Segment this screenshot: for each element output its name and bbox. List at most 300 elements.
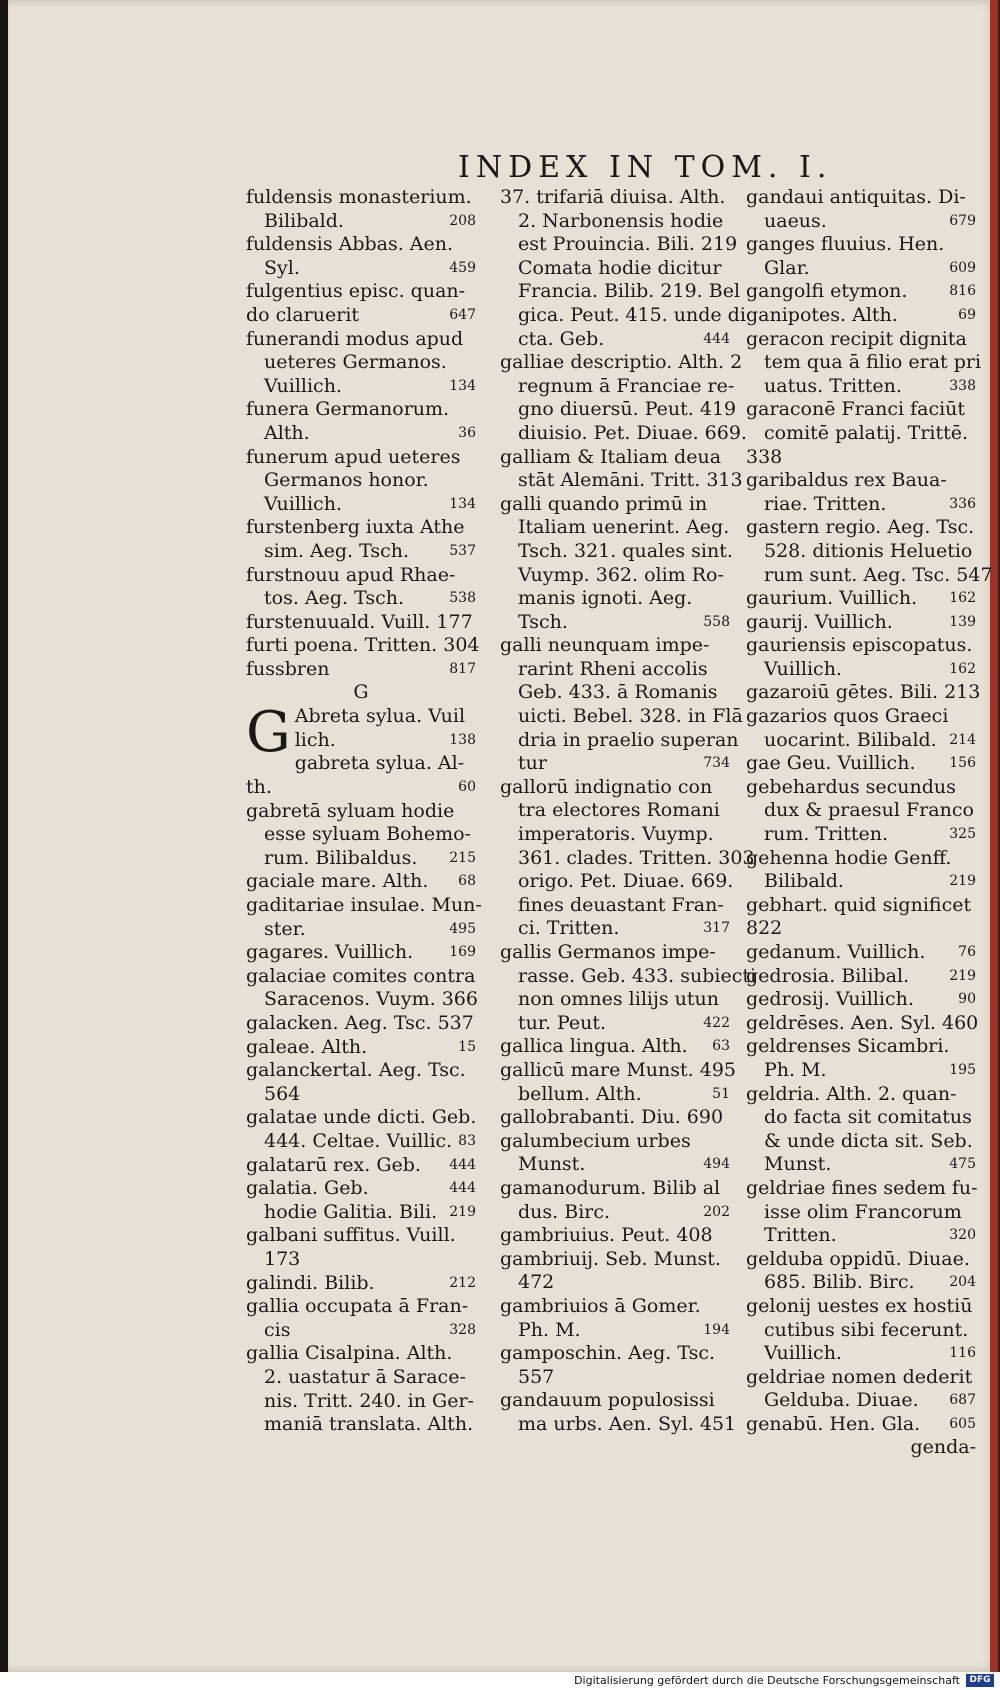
- index-entry-line: [295, 752, 476, 776]
- entry-text: galli quando primū in: [500, 492, 708, 515]
- index-entry-line: [246, 1059, 476, 1083]
- index-entry-line: [500, 280, 741, 304]
- entry-text: Saracenos. Vuym. 366: [264, 988, 478, 1011]
- entry-text: gallobrabanti. Diu. 690: [500, 1106, 724, 1129]
- index-entry-line: [246, 1012, 476, 1036]
- index-column-1: [246, 186, 482, 1437]
- entry-text: gallorū indignatio con: [500, 775, 713, 798]
- entry-text: Vuillich.: [264, 492, 342, 515]
- index-entry-line: [746, 1413, 976, 1437]
- index-entry-line: [746, 1201, 976, 1225]
- index-entry-line: [746, 186, 976, 210]
- entry-text: galliam & Italiam deua: [500, 445, 722, 468]
- index-entry-line: [500, 988, 730, 1012]
- index-entry-line: [746, 1106, 976, 1130]
- entry-text: 37. trifariā diuisa. Alth.: [500, 186, 726, 208]
- entry-text: gaditariae insulae. Mun-: [246, 894, 482, 917]
- entry-text: esse syluam Bohemo-: [264, 823, 471, 846]
- entry-text: 361. clades. Tritten. 303: [518, 846, 755, 869]
- entry-text: Vuymp. 362. olim Ro-: [518, 563, 724, 586]
- page-reference: 76: [958, 944, 976, 960]
- index-entry-line: [246, 1272, 476, 1296]
- entry-text: fuldensis Abbas. Aen.: [246, 233, 454, 256]
- page-reference: 194: [703, 1321, 730, 1338]
- index-entry-line: [500, 823, 730, 847]
- entry-text: tur: [518, 752, 547, 775]
- entry-text: dux & praesul Franco: [764, 799, 974, 822]
- entry-text: gaurij. Vuillich.: [746, 610, 893, 633]
- page-reference: 215: [449, 849, 476, 866]
- page-reference: 679: [949, 212, 976, 229]
- index-entry-line: [246, 1036, 476, 1060]
- entry-text: 822: [746, 917, 783, 940]
- entry-text: origo. Pet. Diuae. 669.: [518, 870, 734, 893]
- page-reference: 156: [949, 755, 976, 772]
- page-reference: 609: [949, 259, 976, 276]
- entry-text: cis: [264, 1318, 291, 1341]
- index-entry-line: [246, 847, 476, 871]
- index-entry-line: [500, 539, 733, 564]
- entry-text: imperatoris. Vuymp.: [518, 823, 714, 846]
- index-entry-line: [246, 611, 476, 635]
- entry-text: gebhart. quid significet: [746, 893, 972, 916]
- entry-text: galatae unde dicti. Geb.: [246, 1106, 477, 1129]
- page-reference: 444: [449, 1180, 476, 1197]
- index-entry-line: [746, 1083, 976, 1107]
- index-entry-line: [746, 493, 976, 517]
- entry-text: gedrosij. Vuillich.: [746, 988, 914, 1011]
- book-page: [8, 0, 998, 1672]
- index-entry-line: [746, 563, 993, 588]
- index-entry-line: [246, 1083, 476, 1107]
- index-entry-line: [246, 328, 476, 352]
- index-entry-line: [500, 257, 730, 281]
- page-reference: 538: [449, 590, 476, 607]
- entry-text: garaconē Franci faciūt: [746, 398, 966, 421]
- index-entry-line: [746, 280, 976, 304]
- entry-text: lich.: [294, 728, 336, 751]
- entry-text: tur. Peut.: [518, 1011, 607, 1034]
- entry-text: geldrenses Sicambri.: [746, 1035, 950, 1058]
- dfg-logo: DFG: [966, 1674, 994, 1687]
- index-entry-line: [246, 210, 476, 234]
- page-reference: 647: [449, 306, 476, 323]
- entry-text: Gelduba. Diuae.: [764, 1389, 919, 1412]
- entry-text: stāt Alemāni. Tritt. 313: [518, 469, 743, 492]
- entry-text: fuldensis monasterium.: [246, 186, 472, 208]
- index-entry-line: [746, 776, 976, 800]
- entry-text: gelduba oppidū. Diuae.: [746, 1247, 970, 1270]
- entry-text: Vuillich.: [764, 1342, 842, 1365]
- index-entry-line: [500, 1271, 730, 1295]
- index-entry-line: [246, 351, 476, 375]
- index-entry-line: [246, 186, 476, 210]
- entry-text: Vuillich.: [764, 657, 842, 680]
- index-entry-line: [246, 304, 476, 328]
- entry-text: galacken. Aeg. Tsc. 537: [246, 1012, 474, 1034]
- entry-text: Tsch.: [518, 610, 568, 633]
- index-entry-line: [746, 1011, 979, 1036]
- entry-text: est Prouincia. Bili. 219: [518, 233, 738, 256]
- page-reference: 422: [703, 1014, 730, 1031]
- entry-text: 557: [518, 1365, 555, 1388]
- index-entry-line: [746, 1035, 976, 1059]
- entry-text: 472: [518, 1271, 555, 1294]
- index-entry-line: [500, 516, 730, 540]
- page-reference: 537: [449, 542, 476, 559]
- index-entry-line: [500, 210, 730, 234]
- index-entry-line: [500, 776, 730, 800]
- index-entry-line: [246, 516, 476, 540]
- catchword-text: genda-: [910, 1436, 976, 1459]
- page-reference: 134: [449, 495, 476, 512]
- index-entry-line: [246, 1224, 476, 1248]
- entry-text: Ph. M.: [764, 1058, 827, 1081]
- index-entry-line: [246, 469, 476, 493]
- index-entry-line: [746, 1177, 976, 1201]
- index-entry-line: [246, 1201, 476, 1225]
- entry-text: fussbren: [246, 657, 330, 680]
- entry-text: 685. Bilib. Birc.: [764, 1271, 915, 1294]
- page-reference: 336: [949, 495, 976, 512]
- index-entry-line: [746, 1153, 976, 1177]
- index-entry-line: [500, 351, 743, 375]
- entry-text: cutibus sibi fecerunt.: [764, 1318, 969, 1341]
- entry-text: funera Germanorum.: [246, 398, 450, 421]
- index-entry-line: [746, 1248, 976, 1272]
- index-entry-line: [246, 422, 476, 446]
- entry-text: gallia Cisalpina. Alth.: [246, 1342, 453, 1365]
- index-entry-line: [746, 917, 976, 941]
- entry-text: manis ignoti. Aeg.: [518, 587, 693, 610]
- entry-text: 444. Celtae. Vuillic.: [264, 1129, 453, 1152]
- entry-text: G: [353, 681, 369, 704]
- index-entry-line: [246, 280, 476, 304]
- index-entry-line: [500, 186, 730, 210]
- entry-text: uaeus.: [764, 209, 827, 232]
- entry-text: gauriensis episcopatus.: [746, 634, 973, 657]
- entry-text: rum. Tritten.: [764, 823, 889, 846]
- entry-text: th.: [246, 776, 272, 799]
- entry-text: maniā translata. Alth.: [264, 1413, 474, 1436]
- index-entry-line: [746, 729, 976, 753]
- index-entry-line: [746, 1059, 976, 1083]
- page-reference: 219: [449, 1203, 476, 1220]
- index-entry-line: [500, 398, 737, 422]
- entry-text: furstnouu apud Rhae-: [246, 563, 456, 586]
- index-entry-line: [746, 847, 976, 871]
- page-reference: 328: [449, 1321, 476, 1338]
- index-entry-line: [500, 846, 755, 871]
- entry-text: gehenna hodie Genff.: [746, 846, 952, 869]
- page-reference: 325: [949, 826, 976, 843]
- index-entry-line: [746, 705, 976, 729]
- index-entry-line: [295, 705, 476, 729]
- index-entry-line: [746, 1295, 976, 1319]
- entry-text: & unde dicta sit. Seb.: [764, 1129, 973, 1152]
- entry-text: gabretā syluam hodie: [246, 799, 455, 822]
- entry-text: fulgentius episc. quan-: [246, 280, 466, 303]
- index-entry-line: [746, 634, 976, 658]
- entry-text: diuisio. Pet. Diuae. 669.: [518, 421, 747, 444]
- page-reference: 162: [949, 590, 976, 607]
- entry-text: geracon recipit dignita: [746, 327, 967, 350]
- entry-text: Germanos honor.: [264, 469, 429, 492]
- digitization-footer: [0, 1672, 1000, 1690]
- index-entry-line: [500, 1177, 730, 1201]
- page-reference: 90: [958, 991, 976, 1008]
- index-entry-line: [246, 493, 476, 517]
- index-entry-line: [246, 540, 476, 564]
- index-entry-line: [746, 658, 976, 682]
- page-reference: 83: [458, 1132, 476, 1149]
- index-entry-line: [746, 1366, 976, 1390]
- section-g-initial-block: [246, 700, 476, 776]
- page-reference: 214: [949, 731, 976, 748]
- entry-text: cta. Geb.: [518, 327, 605, 350]
- index-entry-line: [746, 446, 976, 470]
- entry-text: ma urbs. Aen. Syl. 451: [518, 1412, 737, 1435]
- index-entry-line: [246, 800, 476, 824]
- index-entry-line: [246, 398, 476, 422]
- entry-text: uatus. Tritten.: [764, 374, 902, 397]
- index-entry-line: [500, 564, 730, 588]
- index-entry-line: [500, 1224, 730, 1248]
- page-reference: 459: [449, 259, 476, 276]
- page-reference: 734: [703, 755, 730, 772]
- index-entry-line: [500, 894, 730, 918]
- index-entry-line: [746, 328, 976, 352]
- entry-text: geldria. Alth. 2. quan-: [746, 1082, 957, 1105]
- index-entry-line: [246, 870, 476, 894]
- entry-text: funerandi modus apud: [246, 327, 464, 350]
- page-reference: 202: [703, 1203, 730, 1220]
- index-entry-line: [246, 587, 476, 611]
- index-entry-line: [500, 1106, 730, 1130]
- page-red-edge: [990, 0, 998, 1672]
- page-reference: 495: [449, 920, 476, 937]
- index-entry-line: [746, 799, 976, 823]
- index-entry-line: [246, 965, 476, 989]
- index-entry-line: [246, 1177, 476, 1201]
- page-reference: 320: [949, 1227, 976, 1244]
- index-entry-line: [500, 1319, 730, 1343]
- entry-text: ueteres Germanos.: [264, 351, 447, 374]
- index-entry-line: [500, 446, 730, 470]
- entry-text: 528. ditionis Heluetio: [764, 539, 973, 562]
- index-entry-line: [746, 398, 976, 422]
- entry-text: Italiam uenerint. Aeg.: [518, 516, 730, 539]
- entry-text: Bilibald.: [264, 209, 344, 232]
- entry-text: bellum. Alth.: [518, 1082, 642, 1105]
- index-entry-line: [746, 375, 976, 399]
- entry-text: dria in praelio superan: [518, 728, 739, 751]
- drop-cap-letter: G: [246, 700, 291, 766]
- page-reference: 494: [703, 1156, 730, 1173]
- page-reference: 219: [949, 967, 976, 984]
- page-reference: 204: [949, 1274, 976, 1291]
- entry-text: rum sunt. Aeg. Tsc. 547: [764, 563, 993, 586]
- entry-text: Syl.: [264, 256, 300, 279]
- entry-text: ci. Tritten.: [518, 917, 620, 940]
- page-reference: 444: [449, 1156, 476, 1173]
- index-entry-line: [246, 823, 476, 847]
- entry-text: ganipotes. Alth.: [746, 303, 898, 326]
- entry-text: uocarint. Bilibald.: [764, 728, 937, 751]
- index-entry-line: [500, 799, 730, 823]
- entry-text: gazarios quos Graeci: [746, 705, 949, 728]
- page-header: INDEX IN TOM. I.: [458, 150, 833, 185]
- index-entry-line: [246, 1130, 476, 1154]
- index-entry-line: [746, 752, 976, 776]
- entry-text: rum. Bilibaldus.: [264, 846, 418, 869]
- entry-text: gelonij uestes ex hostiū: [746, 1294, 973, 1317]
- entry-text: gazaroiū gētes. Bili. 213: [746, 681, 981, 704]
- entry-text: genabū. Hen. Gla.: [746, 1412, 921, 1435]
- index-entry-line: [246, 1390, 476, 1414]
- index-entry-line: [246, 1366, 476, 1390]
- entry-text: ganges fluuius. Hen.: [746, 233, 945, 256]
- index-entry-line: [246, 1106, 476, 1130]
- index-entry-line: [246, 988, 476, 1012]
- entry-text: nis. Tritt. 240. in Ger-: [264, 1389, 474, 1412]
- entry-text: uicti. Bebel. 328. in Flā: [518, 705, 743, 728]
- page-reference: 475: [949, 1156, 976, 1173]
- entry-text: gandaui antiquitas. Di-: [746, 186, 966, 208]
- page-reference: 63: [712, 1038, 730, 1055]
- index-entry-line: [500, 1201, 730, 1225]
- entry-text: galeae. Alth.: [246, 1035, 368, 1058]
- entry-text: gedrosia. Bilibal.: [746, 964, 910, 987]
- index-entry-line: [246, 941, 476, 965]
- index-entry-line: [246, 257, 476, 281]
- index-entry-line: [500, 1389, 730, 1413]
- entry-text: galatarū rex. Geb.: [246, 1153, 421, 1176]
- index-entry-line: [246, 894, 482, 918]
- index-entry-line: [500, 587, 730, 611]
- page-reference: 195: [949, 1061, 976, 1078]
- page-reference: 116: [949, 1345, 976, 1362]
- entry-text: gandauum populosissi: [500, 1389, 715, 1412]
- index-entry-line: [500, 303, 746, 328]
- entry-text: dus. Birc.: [518, 1200, 611, 1223]
- entry-text: Vuillich.: [264, 374, 342, 397]
- page-reference: 444: [703, 330, 730, 347]
- entry-text: gebehardus secundus: [746, 775, 956, 798]
- page-reference: 605: [949, 1415, 976, 1432]
- index-entry-line: [500, 1248, 730, 1272]
- index-entry-line: [500, 1083, 730, 1107]
- entry-text: gambriuij. Seb. Munst.: [500, 1247, 721, 1270]
- entry-text: tos. Aeg. Tsch.: [264, 587, 405, 610]
- entry-text: Francia. Bilib. 219. Bel: [518, 280, 741, 303]
- index-entry-line: [746, 1271, 976, 1295]
- entry-text: Tsch. 321. quales sint.: [518, 539, 733, 562]
- entry-text: furti poena. Tritten. 304: [246, 634, 480, 657]
- index-entry-line: [246, 634, 480, 658]
- index-entry-line: [246, 776, 476, 800]
- index-entry-line: [746, 611, 976, 635]
- entry-text: gaciale mare. Alth.: [246, 870, 429, 893]
- entry-text: isse olim Francorum: [764, 1200, 962, 1223]
- index-entry-line: [746, 304, 976, 328]
- index-entry-line: [746, 823, 976, 847]
- entry-text: gastern regio. Aeg. Tsc.: [746, 516, 975, 539]
- index-column-3: [746, 186, 993, 1460]
- index-entry-line: [500, 1058, 737, 1083]
- index-entry-line: [746, 1130, 976, 1154]
- index-entry-line: [246, 375, 476, 399]
- entry-text: gamposchin. Aeg. Tsc.: [500, 1342, 716, 1365]
- index-entry-line: [500, 1012, 730, 1036]
- entry-text: galanckertal. Aeg. Tsc.: [246, 1059, 466, 1082]
- index-entry-line: [500, 611, 730, 635]
- book-edge-left: [0, 0, 8, 1690]
- entry-text: 338: [746, 445, 783, 468]
- index-entry-line: [500, 493, 730, 517]
- index-entry-line: [246, 1295, 476, 1319]
- index-entry-line: [500, 728, 739, 753]
- entry-text: 564: [264, 1082, 301, 1105]
- index-entry-line: [746, 210, 976, 234]
- entry-text: rasse. Geb. 433. subiecti: [518, 964, 757, 987]
- index-entry-line: [500, 870, 734, 894]
- entry-text: gae Geu. Vuillich.: [746, 752, 916, 775]
- page-reference: 817: [449, 660, 476, 677]
- index-entry-line: [746, 681, 981, 705]
- index-entry-line: [746, 540, 976, 564]
- index-entry-line: [746, 870, 976, 894]
- entry-text: 2. Narbonensis hodie: [518, 209, 724, 232]
- page-reference: 138: [449, 731, 476, 748]
- index-entry-line: [500, 941, 730, 965]
- entry-text: gambriuius. Peut. 408: [500, 1224, 713, 1247]
- entry-text: gangolfi etymon.: [746, 280, 908, 303]
- footer-credit: Digitalisierung gefördert durch die Deutsche Forschungsgemeinschaft: [574, 1674, 960, 1687]
- index-entry-line: [746, 894, 976, 918]
- entry-text: galumbecium urbes: [500, 1129, 691, 1152]
- page-reference: 208: [449, 212, 476, 229]
- index-entry-line: [746, 965, 976, 989]
- entry-text: Glar.: [764, 256, 810, 279]
- index-entry-line: [246, 1413, 476, 1437]
- entry-text: Munst.: [764, 1153, 832, 1176]
- index-entry-line: [500, 917, 730, 941]
- entry-text: gno diuersū. Peut. 419: [518, 398, 737, 421]
- entry-text: geldriae nomen dederit: [746, 1365, 973, 1388]
- index-entry-line: [746, 1389, 976, 1413]
- entry-text: fines deuastant Fran-: [518, 893, 724, 916]
- page-reference: 169: [449, 944, 476, 961]
- entry-text: galbani suffitus. Vuill.: [246, 1224, 456, 1247]
- entry-text: gallica lingua. Alth.: [500, 1035, 688, 1058]
- entry-text: Comata hodie dicitur: [518, 256, 722, 279]
- entry-text: gallicū mare Munst. 495: [500, 1058, 737, 1081]
- index-entry-line: [246, 918, 476, 942]
- entry-text: gambriuios ā Gomer.: [500, 1294, 701, 1317]
- index-entry-line: [500, 1295, 730, 1319]
- entry-text: do claruerit: [246, 303, 360, 326]
- page-reference: 68: [458, 873, 476, 890]
- index-entry-line: [246, 446, 476, 470]
- entry-text: Geb. 433. ā Romanis: [518, 681, 718, 704]
- index-entry-line: [500, 752, 730, 776]
- page-reference: 36: [458, 424, 476, 441]
- page-reference: 51: [712, 1085, 730, 1102]
- entry-text: geldriae fines sedem fu-: [746, 1176, 978, 1199]
- entry-text: furstenuuald. Vuill. 177: [246, 610, 473, 633]
- page-reference: 134: [449, 377, 476, 394]
